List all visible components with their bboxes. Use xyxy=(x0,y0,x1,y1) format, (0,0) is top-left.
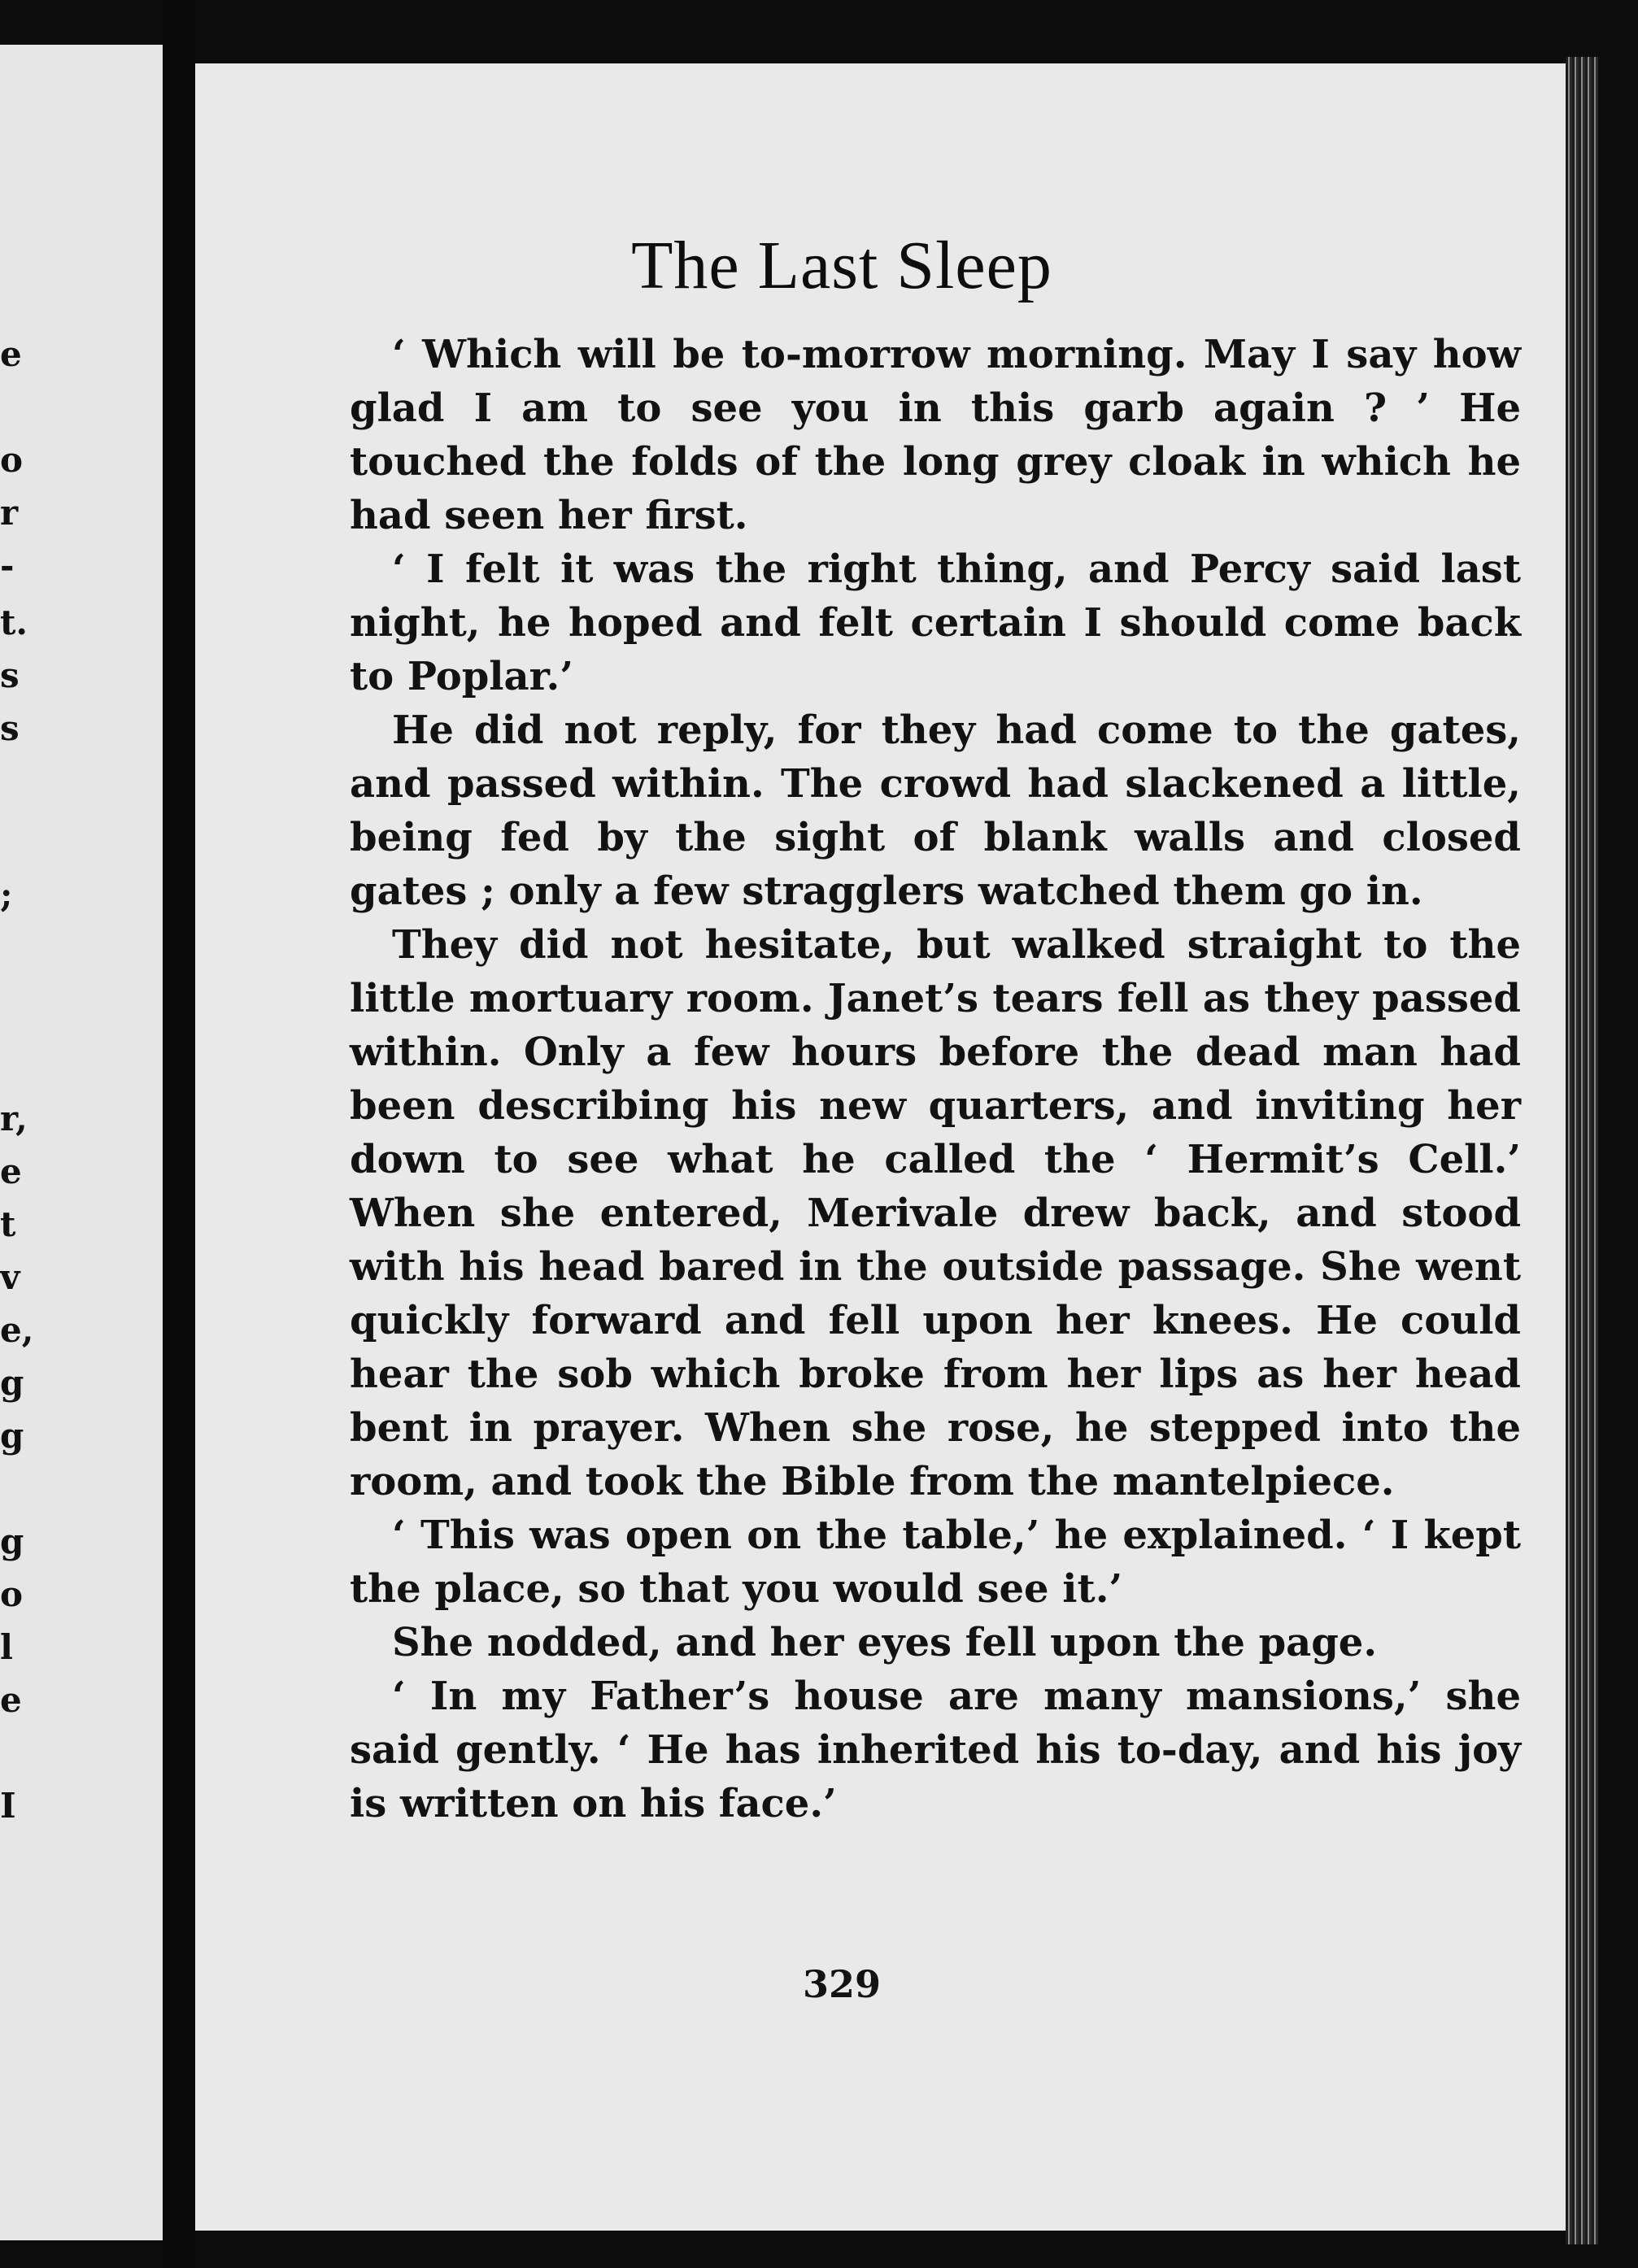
paragraph: ‘ In my Father’s house are many mansions,’ she said gently. ‘ He has inherited his to-day, and his joy is written on his face.’ xyxy=(350,1674,1521,1826)
left-edge-char: e xyxy=(0,334,22,374)
left-edge-char: e xyxy=(0,1680,22,1720)
left-edge-char: l xyxy=(0,1627,13,1667)
page-stack-edge xyxy=(1566,57,1598,2244)
left-page-fragment xyxy=(0,45,163,2240)
left-edge-char: I xyxy=(0,1786,16,1826)
left-edge-char: - xyxy=(0,546,15,586)
left-edge-char: s xyxy=(0,655,20,695)
paragraph: ‘ Which will be to-morrow morning. May I say how glad I am to see you in this garb again ? ’ He touched the folds of the long grey cloak in which he had seen her first. xyxy=(350,332,1521,538)
paragraph: He did not reply, for they had come to the gates, and passed within. The crowd had slackened a little, being fed by the sight of blank walls and closed gates ; only a few stragglers watched them go in. xyxy=(350,707,1521,914)
paragraph: ‘ I felt it was the right thing, and Percy said last night, he hoped and felt certain I should come back to Poplar.’ xyxy=(350,546,1521,699)
left-edge-char: t. xyxy=(0,603,28,642)
page-number: 329 xyxy=(802,1962,882,2006)
book-gutter xyxy=(163,0,195,2268)
book-page xyxy=(195,63,1566,2231)
paragraph: She nodded, and her eyes fell upon the page. xyxy=(392,1620,1378,1665)
left-edge-char: e xyxy=(0,1151,22,1191)
left-edge-char: s xyxy=(0,708,20,748)
left-edge-char: o xyxy=(0,1574,24,1614)
left-edge-char: r xyxy=(0,493,19,533)
left-edge-char: v xyxy=(0,1257,20,1297)
left-edge-char: o xyxy=(0,440,24,480)
page-title: The Last Sleep xyxy=(631,228,1052,303)
left-edge-char: g xyxy=(0,1363,24,1403)
left-edge-char: t xyxy=(0,1204,16,1244)
left-edge-char: g xyxy=(0,1521,24,1561)
paragraph: They did not hesitate, but walked straight to the little mortuary room. Janet’s tears fell as they passed within. Only a few hours before the dead man had been describing his new quarters, and inviting her down to see what he called the ‘ Hermit’s Cell.’ When she entered, Merivale drew back, and stood with his head bared in the outside passage. She went quickly forward and fell upon her knees. He could hear the sob which broke from her lips as her head bent in prayer. When she rose, he stepped into the room, and took the Bible from the mantelpiece. xyxy=(350,922,1521,1504)
paragraph: ‘ This was open on the table,’ he explained. ‘ I kept the place, so that you would see it.’ xyxy=(350,1513,1521,1612)
left-edge-char: ; xyxy=(0,875,13,915)
left-edge-char: e, xyxy=(0,1310,34,1350)
left-edge-char: g xyxy=(0,1416,24,1456)
left-edge-char: r, xyxy=(0,1099,28,1138)
page-body xyxy=(350,328,1521,1831)
